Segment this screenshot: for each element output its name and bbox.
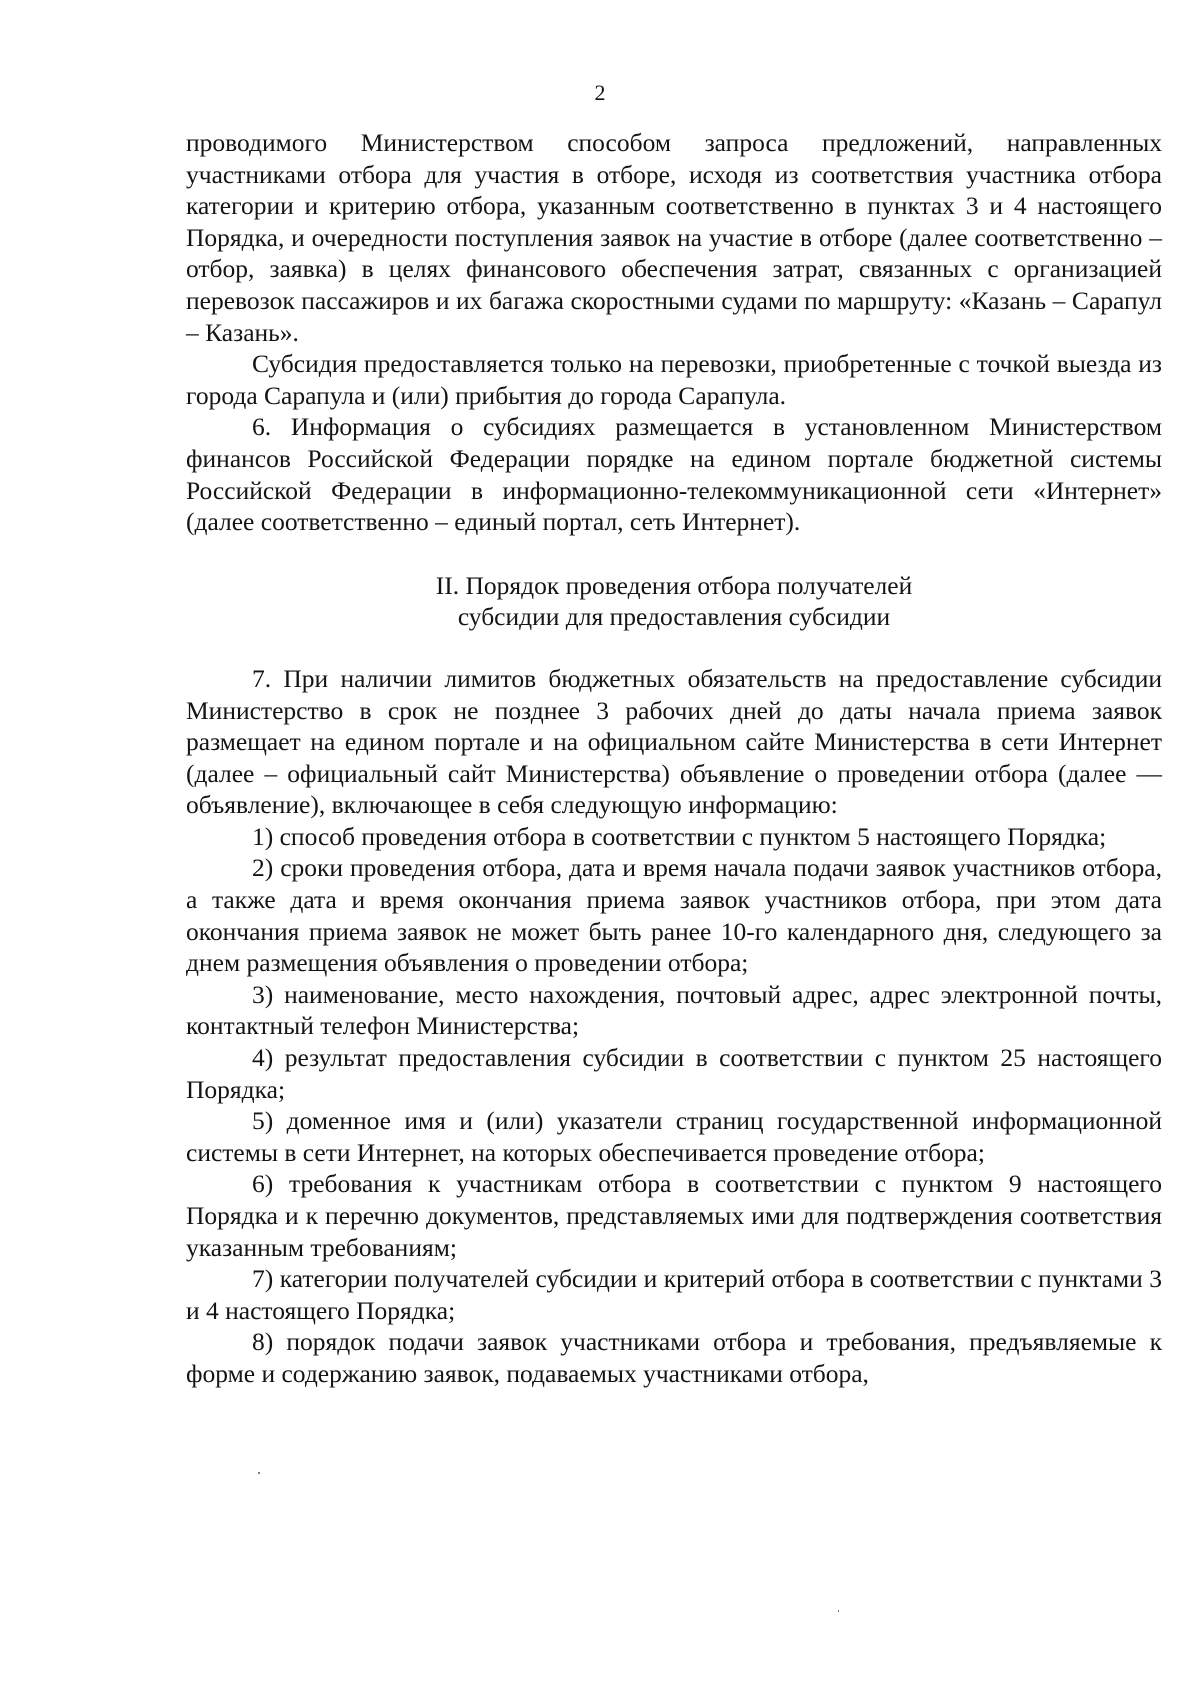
scan-speck bbox=[838, 1610, 839, 1612]
scan-speck bbox=[258, 1472, 260, 1474]
section-heading bbox=[186, 570, 1162, 633]
list-item-8: 8) порядок подачи заявок участниками отбора и требования, предъявляемые к форме и содержанию заявок, подаваемых участниками отбора, bbox=[186, 1327, 1162, 1388]
paragraph-item-6: 6. Информация о субсидиях размещается в установленном Министерством финансов Российской Федерации порядке на едином портале бюджетной системы Российской Федерации в информационно-телекоммуникационной сети «Интернет» (далее соответственно – единый портал, сеть Интернет). bbox=[186, 412, 1162, 537]
list-item-5: 5) доменное имя и (или) указатели страниц государственной информационной системы в сети Интернет, на которых обеспечивается проведение отбора; bbox=[186, 1106, 1162, 1167]
list-item-4: 4) результат предоставления субсидии в соответствии с пунктом 25 настоящего Порядка; bbox=[186, 1043, 1162, 1104]
list-item-3: 3) наименование, место нахождения, почтовый адрес, адрес электронной почты, контактный телефон Министерства; bbox=[186, 979, 1162, 1041]
list-item-1: 1) способ проведения отбора в соответствии с пунктом 5 настоящего Порядка; bbox=[252, 821, 1107, 851]
paragraph-item-7: 7. При наличии лимитов бюджетных обязательств на предоставление субсидии Министерство в срок не позднее 3 рабочих дней до даты начала приема заявок размещает на едином портале и на официальном сайте Министерства в сети Интернет (далее – официальный сайт Министерства) объявление о проведении отбора (далее — объявление), включающее в себя следующую информацию: bbox=[186, 663, 1162, 820]
list-item-2: 2) сроки проведения отбора, дата и время начала подачи заявок участников отбора, а также дата и время окончания приема заявок участников отбора, при этом дата окончания приема заявок не может быть ранее 10-го календарного дня, следующего за днем размещения объявления о проведении отбора; bbox=[186, 853, 1162, 978]
paragraph-intro-continuation: проводимого Министерством способом запроса предложений, направленных участниками отбора для участия в отборе, исходя из соответствия участника отбора категории и критерию отбора, указанным соответственно в пунктах 3 и 4 настоящего Порядка, и очередности поступления заявок на участие в отборе (далее соответственно – отбор, заявка) в целях финансового обеспечения затрат, связанных с организацией перевозок пассажиров и их багажа скоростными судами по маршруту: «Казань – Сарапул – Казань». bbox=[186, 128, 1162, 347]
document-body bbox=[186, 127, 1162, 1390]
list-item-6: 6) требования к участникам отбора в соответствии с пунктом 9 настоящего Порядка и к перечню документов, представляемых ими для подтверждения соответствия указанным требованиям; bbox=[186, 1169, 1162, 1262]
paragraph-subsidy-scope: Субсидия предоставляется только на перевозки, приобретенные с точкой выезда из города Сарапула и (или) прибытия до города Сарапула. bbox=[186, 349, 1162, 410]
page-number: 2 bbox=[594, 80, 606, 105]
section-heading-line-2: субсидии для предоставления субсидии bbox=[457, 602, 891, 632]
list-item-7: 7) категории получателей субсидии и критерий отбора в соответствии с пунктами 3 и 4 настоящего Порядка; bbox=[186, 1264, 1162, 1325]
section-heading-line-1: II. Порядок проведения отбора получателей bbox=[435, 570, 913, 600]
